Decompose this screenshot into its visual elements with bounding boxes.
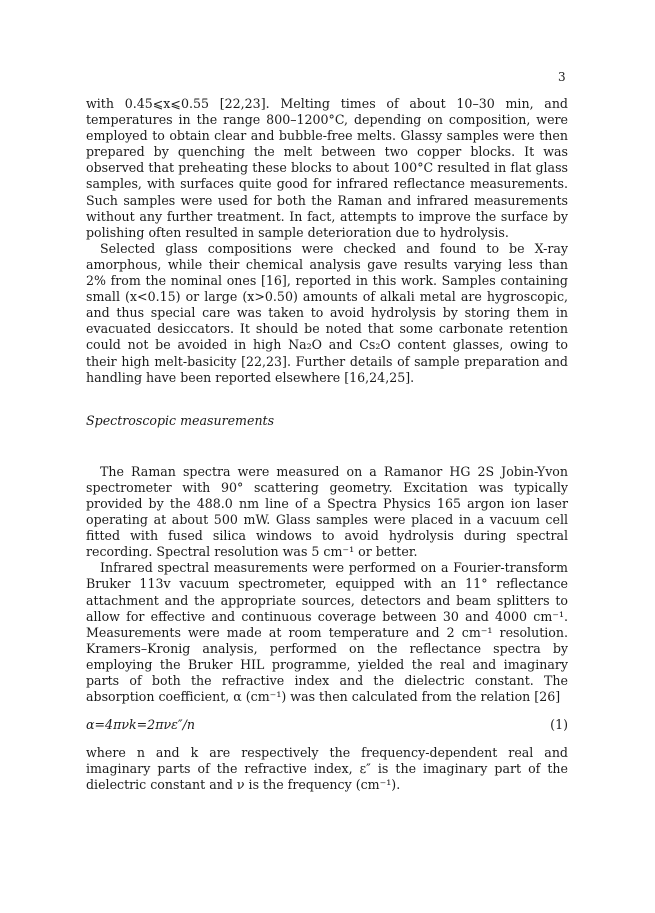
paragraph-composition-check: Selected glass compositions were checked and found to be X-ray amorphous, while their chemical analysis gave results varying less than 2% from the nominal ones [16], reported in this work. Samples containing small (x<0.15) or large (x>0.50) amounts of alkali metal are hygroscopic, and thus special care was taken to avoid hydrolysis by storing them in evacuated desiccators. It should be noted that some carbonate retention could not be avoided in high Na₂O and Cs₂O content glasses, owing to their high melt-basicity [22,23]. Further details of sample preparation and handling have been reported elsewhere [16,24,25]. (86, 240, 568, 385)
paragraph-equation-definitions: where n and k are respectively the frequency-dependent real and imaginary parts of the refractive index, ε″ is the imaginary part of the dielectric constant and ν is the frequency (cm⁻¹). (86, 745, 568, 793)
body-text (86, 96, 568, 794)
paragraph-raman: The Raman spectra were measured on a Ramanor HG 2S Jobin-Yvon spectrometer with 90° scattering geometry. Excitation was typically provided by the 488.0 nm line of a Spectra Physics 165 argon ion laser operating at about 500 mW. Glass samples were placed in a vacuum cell fitted with fused silica windows to avoid hydrolysis during spectral recording. Spectral resolution was 5 cm⁻¹ or better. (86, 463, 568, 560)
page-number: 3 (558, 70, 566, 84)
paragraph-preparation-continued: with 0.45⩽x⩽0.55 [22,23]. Melting times of about 10–30 min, and temperatures in the range 800–1200°C, depending on composition, were employed to obtain clear and bubble-free melts. Glassy samples were then prepared by quenching the melt between two copper blocks. It was observed that preheating these blocks to about 100°C resulted in flat glass samples, with surfaces quite good for infrared reflectance measurements. Such samples were used for both the Raman and infrared measurements without any further treatment. In fact, attempts to improve the surface by polishing often resulted in sample deterioration due to hydrolysis. (86, 96, 568, 240)
paragraph-infrared: Infrared spectral measurements were performed on a Fourier-transform Bruker 113v vacuum spectrometer, equipped with an 11° reflectance attachment and the appropriate sources, detectors and beam splitters to allow for effective and continuous coverage between 30 and 4000 cm⁻¹. Measurements were made at room temperature and 2 cm⁻¹ resolution. Kramers–Kronig analysis, performed on the reflectance spectra by employing the Bruker HIL programme, yielded the real and imaginary parts of both the refractive index and the dielectric constant. The absorption coefficient, α (cm⁻¹) was then calculated from the relation [26] (86, 560, 568, 705)
equation (86, 717, 568, 733)
section-heading: Spectroscopic measurements (86, 412, 275, 428)
equation-formula: α=4πνk=2πνε″/n (86, 717, 195, 733)
equation-number: (1) (550, 717, 568, 733)
